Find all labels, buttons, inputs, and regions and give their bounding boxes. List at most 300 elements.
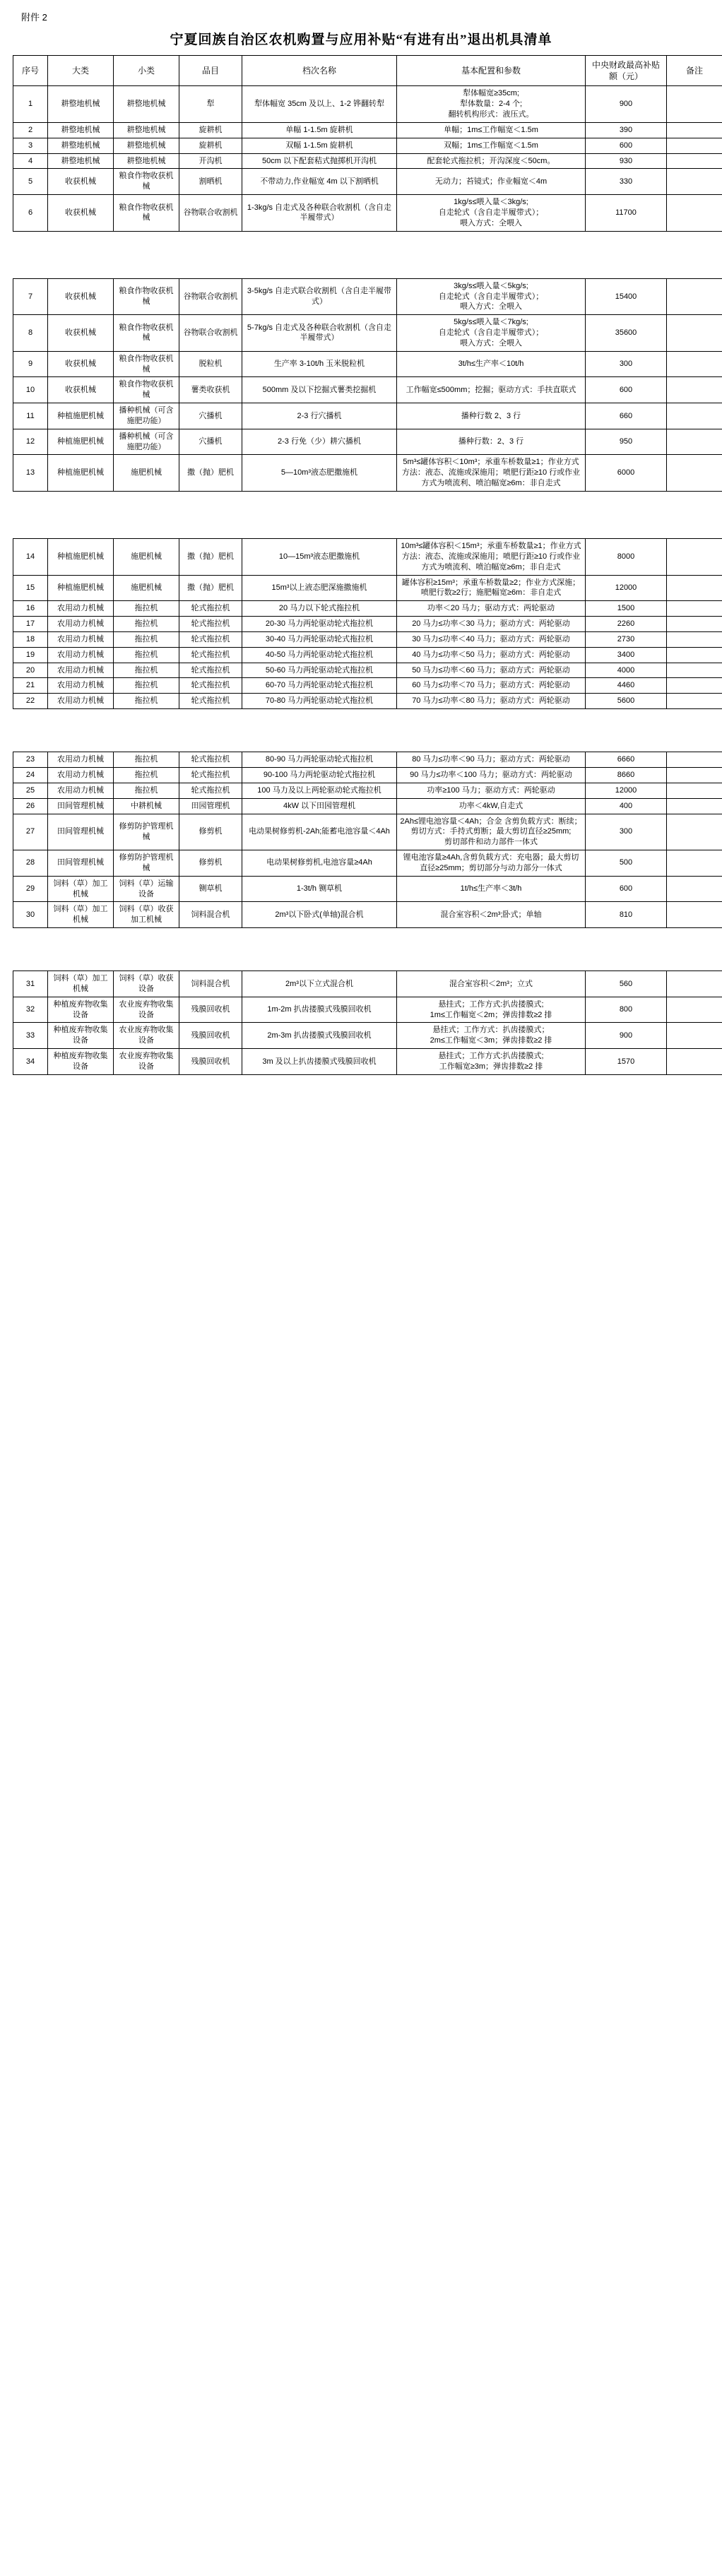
- table-row: [13, 429, 722, 455]
- machinery-subsidy-table: [13, 538, 722, 709]
- cell-item: 轮式拖拉机: [179, 631, 242, 647]
- cell-item: 谷物联合收割机: [179, 315, 242, 352]
- cell-major: 收获机械: [48, 169, 114, 195]
- cell-grade: 2m³以下卧式(单轴)混合机: [242, 902, 397, 928]
- cell-item: 撒（抛）肥机: [179, 539, 242, 576]
- cell-grade: 40-50 马力两轮驱动轮式拖拉机: [242, 647, 397, 663]
- cell-item: 饲料混合机: [179, 971, 242, 997]
- table-row: [13, 403, 722, 429]
- cell-amount: 810: [586, 902, 667, 928]
- cell-major: 收获机械: [48, 315, 114, 352]
- cell-no: 17: [13, 617, 48, 632]
- attachment-label: 附件 2: [21, 12, 47, 23]
- cell-major: 收获机械: [48, 377, 114, 403]
- cell-params: 混合室容积＜2m³；立式: [397, 971, 586, 997]
- cell-major: 种植废弃物收集设备: [48, 997, 114, 1023]
- cell-params: 悬挂式；工作方式：扒齿搂膜式； 2m≤工作幅宽＜3m；弹齿排数≥2 排: [397, 1023, 586, 1049]
- table-row: [13, 902, 722, 928]
- cell-grade: 犁体幅宽 35cm 及以上、1-2 铧翻转犁: [242, 86, 397, 123]
- cell-no: 30: [13, 902, 48, 928]
- cell-amount: 800: [586, 997, 667, 1023]
- cell-minor: 耕整地机械: [114, 122, 179, 138]
- table-row: [13, 278, 722, 315]
- cell-minor: 施肥机械: [114, 575, 179, 601]
- cell-remark: [667, 678, 722, 694]
- cell-major: 农用动力机械: [48, 601, 114, 617]
- cell-minor: 饲料（草）运输设备: [114, 876, 179, 902]
- cell-params: 播种行数：2、3 行: [397, 429, 586, 455]
- cell-item: 轮式拖拉机: [179, 694, 242, 709]
- cell-params: 配套轮式拖拉机；开沟深度＜50cm。: [397, 153, 586, 169]
- cell-params: 30 马力≤功率＜40 马力；驱动方式：两轮驱动: [397, 631, 586, 647]
- cell-remark: [667, 631, 722, 647]
- table-row: [13, 814, 722, 850]
- cell-major: 种植施肥机械: [48, 575, 114, 601]
- table-row: [13, 601, 722, 617]
- cell-no: 15: [13, 575, 48, 601]
- cell-major: 种植施肥机械: [48, 429, 114, 455]
- cell-minor: 修剪防护管理机械: [114, 850, 179, 877]
- table-row: [13, 195, 722, 232]
- cell-params: 90 马力≤功率＜100 马力；驱动方式：两轮驱动: [397, 767, 586, 783]
- header-cell-no: 序号: [13, 56, 48, 86]
- cell-amount: 600: [586, 377, 667, 403]
- cell-remark: [667, 429, 722, 455]
- table-row: [13, 876, 722, 902]
- cell-grade: 单幅 1-1.5m 旋耕机: [242, 122, 397, 138]
- cell-item: 饲料混合机: [179, 902, 242, 928]
- cell-amount: 2730: [586, 631, 667, 647]
- page-break-gap: [13, 928, 709, 971]
- table-row: [13, 138, 722, 153]
- cell-remark: [667, 153, 722, 169]
- cell-minor: 拖拉机: [114, 783, 179, 798]
- cell-amount: 2260: [586, 617, 667, 632]
- cell-item: 旋耕机: [179, 138, 242, 153]
- cell-no: 25: [13, 783, 48, 798]
- cell-amount: 330: [586, 169, 667, 195]
- cell-params: 悬挂式；工作方式:扒齿搂膜式; 1m≤工作幅宽＜2m；弹齿排数≥2 排: [397, 997, 586, 1023]
- cell-no: 18: [13, 631, 48, 647]
- cell-minor: 拖拉机: [114, 617, 179, 632]
- cell-major: 收获机械: [48, 195, 114, 232]
- cell-amount: 600: [586, 138, 667, 153]
- cell-amount: 600: [586, 876, 667, 902]
- cell-no: 34: [13, 1049, 48, 1075]
- cell-amount: 6660: [586, 752, 667, 768]
- cell-no: 3: [13, 138, 48, 153]
- cell-amount: 12000: [586, 783, 667, 798]
- table-block: [13, 971, 709, 1075]
- cell-minor: 农业废弃物收集设备: [114, 1049, 179, 1075]
- cell-no: 29: [13, 876, 48, 902]
- cell-no: 6: [13, 195, 48, 232]
- cell-minor: 拖拉机: [114, 678, 179, 694]
- cell-params: 20 马力≤功率＜30 马力；驱动方式：两轮驱动: [397, 617, 586, 632]
- cell-minor: 粮食作物收获机械: [114, 169, 179, 195]
- cell-item: 修剪机: [179, 850, 242, 877]
- cell-amount: 930: [586, 153, 667, 169]
- cell-params: 功率＜4kW,自走式: [397, 798, 586, 814]
- cell-item: 轮式拖拉机: [179, 783, 242, 798]
- cell-item: 穴播机: [179, 429, 242, 455]
- cell-no: 23: [13, 752, 48, 768]
- cell-params: 罐体容积≥15m³；承重车桥数量≥2；作业方式深施；喷肥行数≥2行；施肥幅宽≥6m：非自走式: [397, 575, 586, 601]
- header-cell-item: 品目: [179, 56, 242, 86]
- cell-remark: [667, 195, 722, 232]
- cell-no: 11: [13, 403, 48, 429]
- cell-item: 轮式拖拉机: [179, 678, 242, 694]
- table-row: [13, 455, 722, 492]
- cell-grade: 4kW 以下田园管理机: [242, 798, 397, 814]
- cell-item: 轮式拖拉机: [179, 617, 242, 632]
- cell-amount: 660: [586, 403, 667, 429]
- cell-item: 撒（抛）肥机: [179, 575, 242, 601]
- cell-item: 旋耕机: [179, 122, 242, 138]
- cell-no: 26: [13, 798, 48, 814]
- header-cell-amount: 中央财政最高补贴额（元）: [586, 56, 667, 86]
- cell-major: 种植废弃物收集设备: [48, 1049, 114, 1075]
- page-title: 宁夏回族自治区农机购置与应用补贴“有进有出”退出机具清单: [170, 32, 552, 47]
- table-row: [13, 678, 722, 694]
- header-cell-grade: 档次名称: [242, 56, 397, 86]
- cell-remark: [667, 122, 722, 138]
- table-row: [13, 997, 722, 1023]
- cell-major: 耕整地机械: [48, 153, 114, 169]
- document-page: [0, 0, 722, 1075]
- cell-minor: 粮食作物收获机械: [114, 351, 179, 377]
- cell-remark: [667, 539, 722, 576]
- cell-major: 农用动力机械: [48, 783, 114, 798]
- table-block: [13, 538, 709, 709]
- cell-no: 22: [13, 694, 48, 709]
- cell-amount: 8000: [586, 539, 667, 576]
- cell-grade: 50-60 马力两轮驱动轮式拖拉机: [242, 663, 397, 678]
- cell-remark: [667, 169, 722, 195]
- cell-minor: 拖拉机: [114, 694, 179, 709]
- cell-amount: 1570: [586, 1049, 667, 1075]
- cell-major: 农用动力机械: [48, 617, 114, 632]
- table-row: [13, 617, 722, 632]
- cell-no: 27: [13, 814, 48, 850]
- cell-major: 种植废弃物收集设备: [48, 1023, 114, 1049]
- cell-params: 播种行数 2、3 行: [397, 403, 586, 429]
- table-row: [13, 351, 722, 377]
- cell-amount: 1500: [586, 601, 667, 617]
- cell-remark: [667, 798, 722, 814]
- cell-params: 功率≥100 马力；驱动方式：两轮驱动: [397, 783, 586, 798]
- cell-minor: 施肥机械: [114, 539, 179, 576]
- cell-params: 2Ah≤锂电池容量＜4Ah；合金 含剪负载方式：断续；剪切方式：手持式剪断；最大剪切直径≥25mm; 剪切部件和动力部件一体式: [397, 814, 586, 850]
- cell-amount: 300: [586, 814, 667, 850]
- cell-grade: 5-7kg/s 自走式及各种联合收割机（含自走半履带式）: [242, 315, 397, 352]
- table-row: [13, 1049, 722, 1075]
- cell-grade: 2-3 行免（少）耕穴播机: [242, 429, 397, 455]
- cell-grade: 60-70 马力两轮驱动轮式拖拉机: [242, 678, 397, 694]
- cell-params: 悬挂式；工作方式:扒齿搂膜式; 工作幅宽≥3m；弹齿排数≥2 排: [397, 1049, 586, 1075]
- cell-params: 3t/h≤生产率＜10t/h: [397, 351, 586, 377]
- cell-params: 工作幅宽≤500mm；挖掘；驱动方式：手扶直联式: [397, 377, 586, 403]
- cell-remark: [667, 1049, 722, 1075]
- cell-major: 农用动力机械: [48, 694, 114, 709]
- cell-no: 8: [13, 315, 48, 352]
- page-break-gap: [13, 709, 709, 752]
- table-row: [13, 663, 722, 678]
- cell-amount: 5600: [586, 694, 667, 709]
- cell-no: 32: [13, 997, 48, 1023]
- cell-grade: 80-90 马力两轮驱动轮式拖拉机: [242, 752, 397, 768]
- cell-no: 28: [13, 850, 48, 877]
- cell-major: 田间管理机械: [48, 814, 114, 850]
- table-row: [13, 971, 722, 997]
- cell-major: 收获机械: [48, 351, 114, 377]
- cell-minor: 播种机械（可含施肥功能）: [114, 429, 179, 455]
- cell-major: 农用动力机械: [48, 647, 114, 663]
- cell-minor: 粮食作物收获机械: [114, 278, 179, 315]
- cell-major: 种植施肥机械: [48, 539, 114, 576]
- cell-grade: 生产率 3-10t/h 玉米脱粒机: [242, 351, 397, 377]
- cell-item: 割晒机: [179, 169, 242, 195]
- cell-grade: 3-5kg/s 自走式联合收割机（含自走半履带式）: [242, 278, 397, 315]
- table-row: [13, 575, 722, 601]
- cell-item: 残膜回收机: [179, 1049, 242, 1075]
- table-row: [13, 694, 722, 709]
- cell-no: 1: [13, 86, 48, 123]
- cell-no: 5: [13, 169, 48, 195]
- cell-grade: 100 马力及以上两轮驱动轮式拖拉机: [242, 783, 397, 798]
- cell-major: 耕整地机械: [48, 122, 114, 138]
- cell-params: 80 马力≤功率＜90 马力；驱动方式：两轮驱动: [397, 752, 586, 768]
- cell-remark: [667, 86, 722, 123]
- cell-amount: 8660: [586, 767, 667, 783]
- cell-major: 耕整地机械: [48, 138, 114, 153]
- cell-major: 种植施肥机械: [48, 403, 114, 429]
- cell-item: 穴播机: [179, 403, 242, 429]
- cell-no: 14: [13, 539, 48, 576]
- cell-minor: 中耕机械: [114, 798, 179, 814]
- cell-remark: [667, 850, 722, 877]
- cell-minor: 耕整地机械: [114, 86, 179, 123]
- table-row: [13, 169, 722, 195]
- cell-remark: [667, 694, 722, 709]
- cell-params: 犁体幅宽≥35cm; 犁体数量：2-4 个; 翻转机构形式：液压式。: [397, 86, 586, 123]
- cell-params: 5m³≤罐体容积＜10m³；承重车桥数量≥1；作业方式方法：液态、流施或深施用；喷肥行距≥10 行或作业方式为喷流利、喷泊幅宽≥6m：非自走式: [397, 455, 586, 492]
- cell-minor: 农业废弃物收集设备: [114, 1023, 179, 1049]
- cell-params: 70 马力≤功率＜80 马力；驱动方式：两轮驱动: [397, 694, 586, 709]
- table-row: [13, 647, 722, 663]
- machinery-subsidy-table: [13, 55, 722, 232]
- cell-grade: 30-40 马力两轮驱动轮式拖拉机: [242, 631, 397, 647]
- cell-grade: 1-3kg/s 自走式及各种联合收割机（含自走半履带式）: [242, 195, 397, 232]
- header-cell-params: 基本配置和参数: [397, 56, 586, 86]
- cell-remark: [667, 876, 722, 902]
- cell-grade: 500mm 及以下挖掘式薯类挖掘机: [242, 377, 397, 403]
- cell-minor: 饲料（草）收获设备: [114, 971, 179, 997]
- cell-remark: [667, 783, 722, 798]
- machinery-subsidy-table: [13, 278, 722, 492]
- table-row: [13, 153, 722, 169]
- cell-item: 铡草机: [179, 876, 242, 902]
- cell-params: 锂电池容量≥4Ah,含剪负载方式：充电器；最大剪切直径≥25mm；剪切部分与动力部分一体式: [397, 850, 586, 877]
- cell-minor: 修剪防护管理机械: [114, 814, 179, 850]
- cell-item: 开沟机: [179, 153, 242, 169]
- cell-amount: 4460: [586, 678, 667, 694]
- cell-amount: 900: [586, 1023, 667, 1049]
- cell-major: 农用动力机械: [48, 767, 114, 783]
- cell-minor: 施肥机械: [114, 455, 179, 492]
- cell-major: 耕整地机械: [48, 86, 114, 123]
- cell-grade: 15m³以上液态肥深施撒施机: [242, 575, 397, 601]
- cell-params: 单幅；1m≤工作幅宽＜1.5m: [397, 122, 586, 138]
- cell-amount: 950: [586, 429, 667, 455]
- cell-params: 10m³≤罐体容积＜15m³；承重车桥数量≥1；作业方式方法：液态、流施或深施用；喷肥行距≥10 行或作业方式为喷流利、喷泊幅宽≥6m；非自走式: [397, 539, 586, 576]
- machinery-subsidy-table: [13, 971, 722, 1075]
- cell-remark: [667, 752, 722, 768]
- cell-params: 60 马力≤功率＜70 马力；驱动方式：两轮驱动: [397, 678, 586, 694]
- header-cell-remark: 备注: [667, 56, 722, 86]
- cell-item: 田园管理机: [179, 798, 242, 814]
- table-blocks-container: [13, 55, 709, 1075]
- cell-amount: 4000: [586, 663, 667, 678]
- table-row: [13, 315, 722, 352]
- cell-minor: 农业废弃物收集设备: [114, 997, 179, 1023]
- cell-item: 谷物联合收割机: [179, 278, 242, 315]
- cell-params: 混合室容积＜2m³;卧式；单轴: [397, 902, 586, 928]
- page-break-gap: [13, 232, 709, 278]
- cell-item: 轮式拖拉机: [179, 601, 242, 617]
- cell-remark: [667, 1023, 722, 1049]
- cell-params: 无动力；苔镜式；作业幅宽＜4m: [397, 169, 586, 195]
- cell-major: 饲料（草）加工机械: [48, 876, 114, 902]
- cell-minor: 拖拉机: [114, 752, 179, 768]
- cell-params: 3kg/s≤喂入量＜5kg/s; 自走轮式（含自走半履带式）； 喂入方式：全喂入: [397, 278, 586, 315]
- cell-remark: [667, 351, 722, 377]
- cell-amount: 390: [586, 122, 667, 138]
- cell-amount: 3400: [586, 647, 667, 663]
- cell-item: 脱粒机: [179, 351, 242, 377]
- cell-item: 轮式拖拉机: [179, 767, 242, 783]
- cell-amount: 900: [586, 86, 667, 123]
- cell-params: 双幅；1m≤工作幅宽＜1.5m: [397, 138, 586, 153]
- cell-grade: 2m³以下立式混合机: [242, 971, 397, 997]
- cell-major: 种植施肥机械: [48, 455, 114, 492]
- table-row: [13, 752, 722, 768]
- cell-minor: 饲料（草）收获加工机械: [114, 902, 179, 928]
- cell-grade: 双幅 1-1.5m 旋耕机: [242, 138, 397, 153]
- cell-major: 田间管理机械: [48, 850, 114, 877]
- cell-remark: [667, 278, 722, 315]
- cell-no: 9: [13, 351, 48, 377]
- cell-remark: [667, 575, 722, 601]
- cell-amount: 500: [586, 850, 667, 877]
- table-row: [13, 798, 722, 814]
- cell-amount: 15400: [586, 278, 667, 315]
- cell-params: 功率＜20 马力；驱动方式：两轮驱动: [397, 601, 586, 617]
- cell-minor: 拖拉机: [114, 647, 179, 663]
- cell-major: 农用动力机械: [48, 678, 114, 694]
- cell-amount: 300: [586, 351, 667, 377]
- cell-major: 农用动力机械: [48, 663, 114, 678]
- cell-minor: 耕整地机械: [114, 138, 179, 153]
- cell-remark: [667, 377, 722, 403]
- cell-major: 饲料（草）加工机械: [48, 971, 114, 997]
- cell-grade: 不带动力,作业幅宽 4m 以下割晒机: [242, 169, 397, 195]
- page-break-gap: [13, 492, 709, 538]
- cell-major: 收获机械: [48, 278, 114, 315]
- cell-minor: 粮食作物收获机械: [114, 377, 179, 403]
- cell-amount: 560: [586, 971, 667, 997]
- cell-item: 轮式拖拉机: [179, 663, 242, 678]
- cell-amount: 6000: [586, 455, 667, 492]
- cell-remark: [667, 997, 722, 1023]
- cell-item: 残膜回收机: [179, 997, 242, 1023]
- cell-grade: 1-3t/h 铡草机: [242, 876, 397, 902]
- cell-params: 1t/h≤生产率＜3t/h: [397, 876, 586, 902]
- cell-item: 修剪机: [179, 814, 242, 850]
- cell-remark: [667, 617, 722, 632]
- cell-remark: [667, 138, 722, 153]
- cell-no: 21: [13, 678, 48, 694]
- cell-major: 饲料（草）加工机械: [48, 902, 114, 928]
- cell-minor: 拖拉机: [114, 767, 179, 783]
- cell-item: 犁: [179, 86, 242, 123]
- cell-grade: 50cm 以下配套秸式抛掷机开沟机: [242, 153, 397, 169]
- cell-remark: [667, 455, 722, 492]
- cell-no: 16: [13, 601, 48, 617]
- cell-item: 撒（抛）肥机: [179, 455, 242, 492]
- cell-major: 农用动力机械: [48, 631, 114, 647]
- cell-remark: [667, 403, 722, 429]
- cell-grade: 2-3 行穴播机: [242, 403, 397, 429]
- cell-amount: 12000: [586, 575, 667, 601]
- cell-amount: 400: [586, 798, 667, 814]
- cell-item: 谷物联合收割机: [179, 195, 242, 232]
- cell-grade: 1m-2m 扒齿搂膜式残膜回收机: [242, 997, 397, 1023]
- table-row: [13, 86, 722, 123]
- cell-no: 33: [13, 1023, 48, 1049]
- cell-remark: [667, 814, 722, 850]
- cell-params: 40 马力≤功率＜50 马力；驱动方式：两轮驱动: [397, 647, 586, 663]
- header-cell-major: 大类: [48, 56, 114, 86]
- cell-grade: 2m-3m 扒齿搂膜式残膜回收机: [242, 1023, 397, 1049]
- cell-item: 轮式拖拉机: [179, 752, 242, 768]
- cell-grade: 电动果树修剪机-2Ah;能蓄电池容量＜4Ah: [242, 814, 397, 850]
- cell-amount: 35600: [586, 315, 667, 352]
- cell-grade: 70-80 马力两轮驱动轮式拖拉机: [242, 694, 397, 709]
- table-block: [13, 278, 709, 492]
- cell-minor: 拖拉机: [114, 631, 179, 647]
- cell-minor: 耕整地机械: [114, 153, 179, 169]
- cell-remark: [667, 315, 722, 352]
- cell-grade: 20-30 马力两轮驱动轮式拖拉机: [242, 617, 397, 632]
- cell-major: 田间管理机械: [48, 798, 114, 814]
- cell-item: 轮式拖拉机: [179, 647, 242, 663]
- cell-minor: 粮食作物收获机械: [114, 315, 179, 352]
- cell-remark: [667, 971, 722, 997]
- cell-no: 20: [13, 663, 48, 678]
- cell-params: 1kg/s≤喂入量＜3kg/s; 自走轮式（含自走半履带式）； 喂入方式：全喂入: [397, 195, 586, 232]
- table-row: [13, 122, 722, 138]
- cell-remark: [667, 767, 722, 783]
- cell-minor: 播种机械（可含施肥功能）: [114, 403, 179, 429]
- cell-no: 19: [13, 647, 48, 663]
- cell-grade: 3m 及以上扒齿搂膜式残膜回收机: [242, 1049, 397, 1075]
- machinery-subsidy-table: [13, 752, 722, 928]
- cell-no: 10: [13, 377, 48, 403]
- cell-no: 31: [13, 971, 48, 997]
- cell-no: 13: [13, 455, 48, 492]
- cell-minor: 粮食作物收获机械: [114, 195, 179, 232]
